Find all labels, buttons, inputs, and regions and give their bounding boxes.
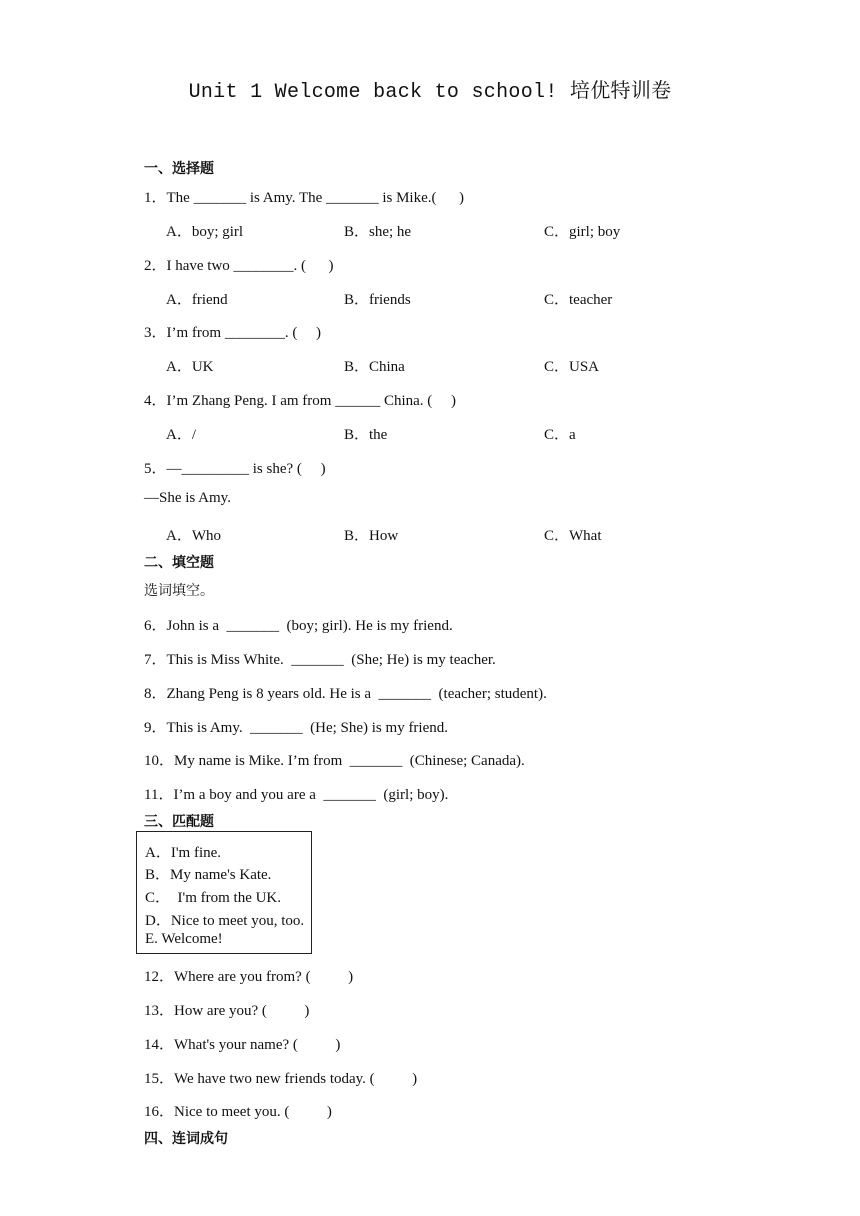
fill-question: 11．I’m a boy and you are a _______ (girl; boy). (144, 787, 449, 803)
question-3: 3．I’m from ________. ( ) (144, 325, 322, 341)
fill-question: 10．My name is Mike. I’m from _______ (Chinese; Canada). (144, 753, 525, 769)
section-heading-choice: 一、选择题 (144, 161, 214, 177)
page-title: Unit 1 Welcome back to school! 培优特训卷 (188, 81, 672, 104)
option-c: C．What (544, 528, 602, 544)
option-a: A．Who (166, 528, 221, 544)
question-1: 1．The _______ is Amy. The _______ is Mike.( ) (144, 190, 464, 206)
match-options-box (136, 831, 312, 954)
option-b: B．the (344, 427, 388, 443)
option-c: C．a (544, 427, 576, 443)
option-a: A．/ (166, 427, 197, 443)
option-c: C．girl; boy (544, 224, 621, 240)
match-question: 14．What's your name? ( ) (144, 1037, 341, 1053)
option-c: C．teacher (544, 292, 613, 308)
match-option: D．Nice to meet you, too. (145, 913, 305, 929)
option-c: C．USA (544, 359, 600, 375)
option-a: A．UK (166, 359, 214, 375)
match-option: E. Welcome! (145, 931, 223, 947)
question-4: 4．I’m Zhang Peng. I am from ______ China. ( ) (144, 393, 457, 409)
match-question: 12．Where are you from? ( ) (144, 969, 354, 985)
option-b: B．friends (344, 292, 411, 308)
section-heading-fill: 二、填空题 (144, 555, 214, 571)
question-5-answer-line: —She is Amy. (144, 490, 231, 506)
fill-instruction: 选词填空。 (144, 583, 214, 599)
match-question: 13．How are you? ( ) (144, 1003, 310, 1019)
question-2: 2．I have two ________. ( ) (144, 258, 334, 274)
section-heading-match: 三、匹配题 (144, 814, 214, 830)
option-b: B．How (344, 528, 399, 544)
match-option: A．I'm fine. (145, 845, 222, 861)
option-b: B．she; he (344, 224, 412, 240)
match-question: 15．We have two new friends today. ( ) (144, 1071, 418, 1087)
option-a: A．friend (166, 292, 228, 308)
option-b: B．China (344, 359, 405, 375)
question-5: 5．—_________ is she? ( ) (144, 461, 326, 477)
option-a: A．boy; girl (166, 224, 244, 240)
match-option: B．My name's Kate. (145, 867, 272, 883)
section-heading-sentence: 四、连词成句 (144, 1131, 228, 1147)
fill-question: 7．This is Miss White. _______ (She; He) is my teacher. (144, 652, 496, 668)
match-option: C． I'm from the UK. (145, 890, 282, 906)
fill-question: 8．Zhang Peng is 8 years old. He is a _______ (teacher; student). (144, 686, 547, 702)
fill-question: 6．John is a _______ (boy; girl). He is my friend. (144, 618, 453, 634)
fill-question: 9．This is Amy. _______ (He; She) is my friend. (144, 720, 449, 736)
match-question: 16．Nice to meet you. ( ) (144, 1104, 332, 1120)
